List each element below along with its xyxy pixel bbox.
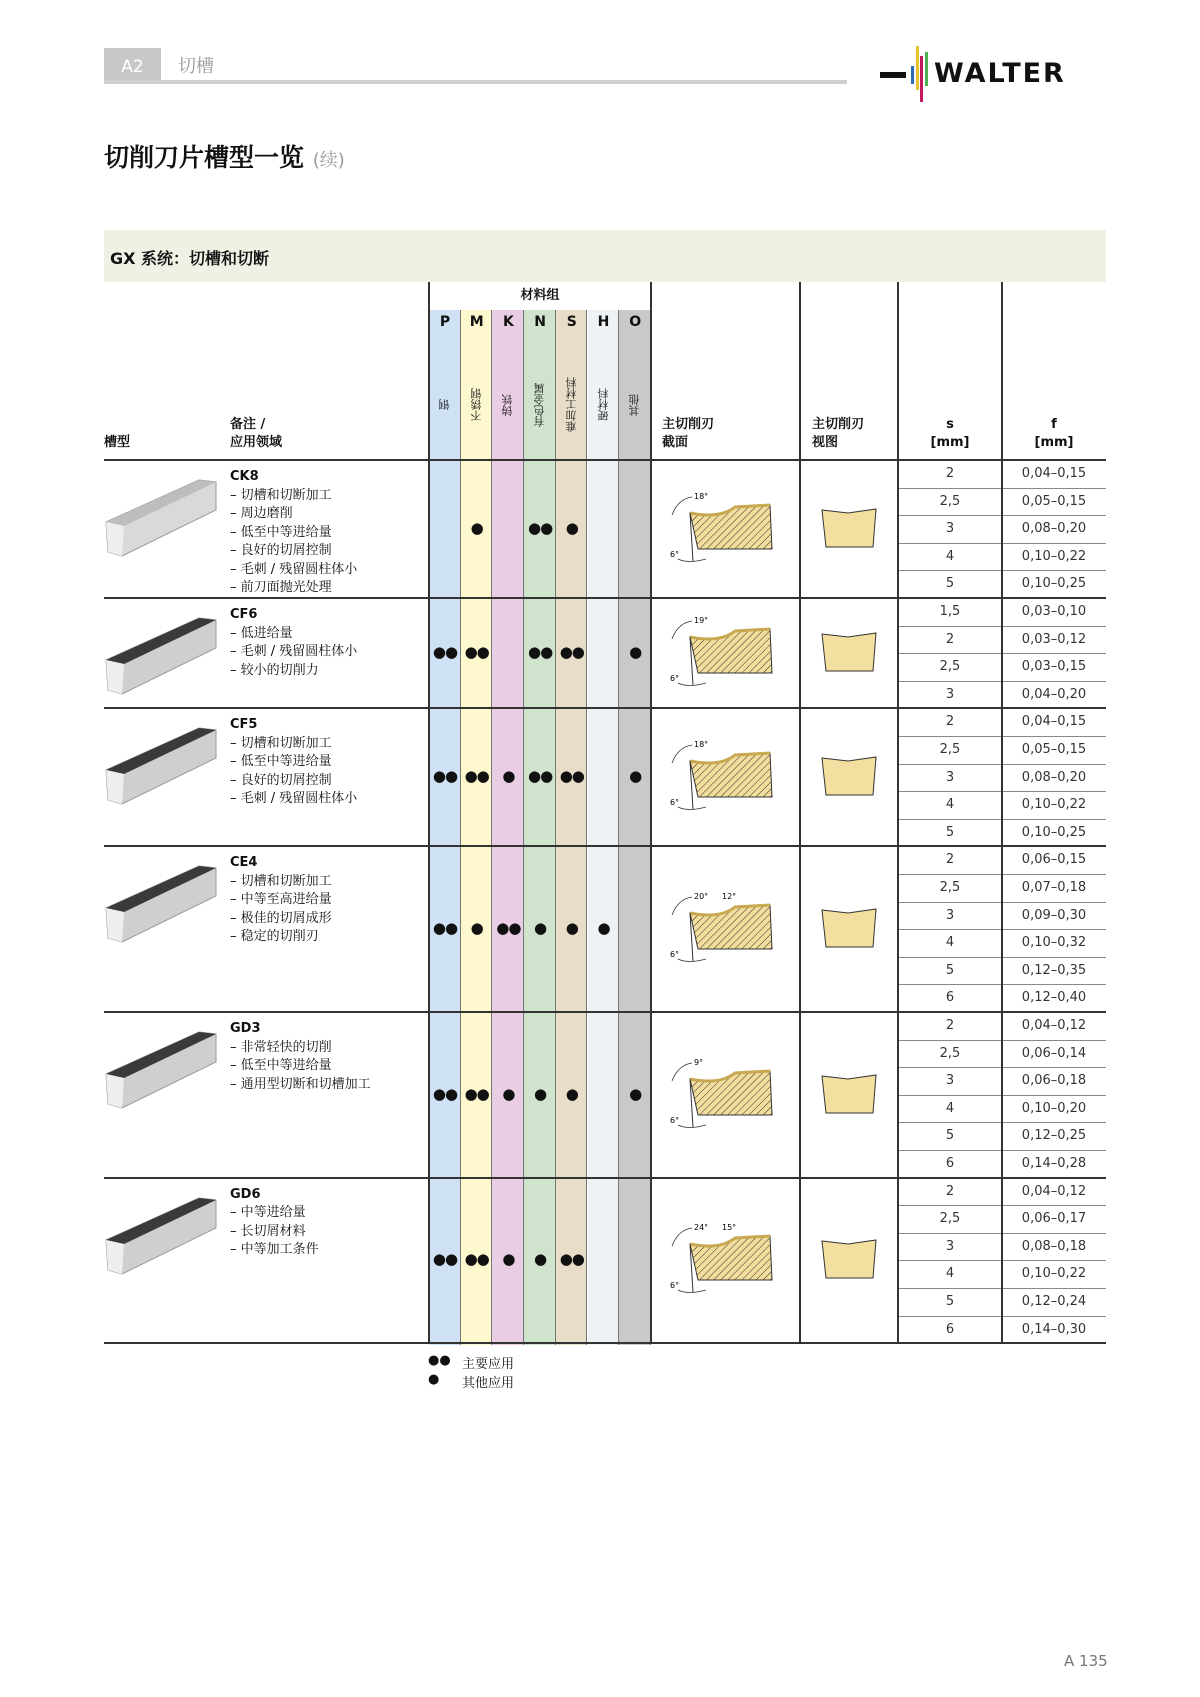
row-divider [104, 845, 1106, 847]
material-letter-o: O [629, 314, 642, 330]
material-label-p: 钢 [438, 399, 451, 411]
insert-image-gd6 [104, 1190, 219, 1280]
width-s-value: 2 [945, 466, 955, 481]
feed-f-value: 0,12–0,40 [1021, 990, 1087, 1006]
feed-f-value: 0,05–0,15 [1021, 742, 1087, 757]
width-s-value: 4 [945, 935, 955, 951]
geometry-code: GD3 [230, 1021, 261, 1036]
notes-cell [230, 606, 357, 680]
notes-cell [230, 1186, 319, 1260]
material-column-s [556, 310, 588, 1345]
note-item: – 良好的切屑控制 [230, 543, 332, 558]
angle-label: 9° [694, 1057, 704, 1067]
feed-f-value: 0,12–0,25 [1021, 1128, 1087, 1144]
feed-f-value: 0,04–0,12 [1021, 1018, 1087, 1033]
header-f-2: [mm] [1034, 435, 1074, 450]
note-item: – 低至中等进给量 [230, 524, 332, 540]
cutting-edge-section-diagram [660, 889, 790, 969]
width-s-value: 3 [945, 769, 955, 785]
feed-f-value: 0,04–0,20 [1021, 686, 1087, 702]
note-item: – 中等至高进给量 [230, 892, 332, 908]
feed-f-value: 0,09–0,30 [1021, 907, 1087, 923]
width-s-value: 3 [945, 1073, 955, 1089]
material-letter-h: H [597, 314, 610, 330]
width-s-value: 2,5 [939, 742, 961, 757]
width-s-value: 2,5 [939, 880, 961, 895]
insert-image-cf5 [104, 720, 219, 810]
header-view-2: 视图 [812, 435, 839, 450]
material-column-p [429, 310, 461, 1345]
page-number: A 135 [1064, 1652, 1108, 1670]
application-dot: ● [534, 1084, 547, 1103]
material-letter-s: S [566, 314, 577, 330]
application-dot: ●● [528, 767, 553, 786]
note-item: – 毛刺 / 残留圆柱体小 [230, 644, 358, 659]
insert-image-cf6 [104, 610, 219, 700]
column-divider [650, 282, 652, 1343]
note-item: – 毛刺 / 残留圆柱体小 [230, 791, 358, 807]
angle-label: 15° [722, 1223, 737, 1233]
application-dot: ●● [432, 1250, 458, 1269]
note-item: – 通用型切断和切槽加工 [230, 1076, 371, 1092]
geometry-code: CK8 [230, 469, 259, 484]
header-notes-2: 应用领域 [230, 435, 283, 450]
application-dot: ● [597, 919, 610, 938]
cutting-edge-section-diagram [660, 489, 790, 569]
width-s-value: 5 [945, 962, 955, 978]
feed-f-value: 0,03–0,15 [1021, 659, 1087, 675]
walter-logo [878, 44, 1108, 104]
feed-f-value: 0,03–0,10 [1021, 604, 1087, 619]
application-dot: ●● [559, 1250, 584, 1269]
application-dot: ● [629, 643, 642, 662]
column-divider [799, 282, 801, 1343]
header-s-1: s [946, 417, 954, 432]
insert-image-gd3 [104, 1024, 219, 1114]
width-s-value: 4 [945, 1100, 955, 1116]
logo-text: WALTER [934, 58, 1066, 89]
width-s-value: 2 [945, 1018, 955, 1033]
note-item: – 低至中等进给量 [230, 1058, 332, 1073]
width-s-value: 4 [945, 1266, 955, 1282]
note-item: – 低进给量 [230, 625, 293, 641]
row-divider [104, 1011, 1106, 1013]
width-s-value: 2,5 [939, 493, 961, 509]
application-dot: ● [629, 1084, 642, 1103]
note-item: – 中等进给量 [230, 1205, 306, 1221]
cutting-edge-section-diagram [660, 737, 790, 817]
note-item: – 毛刺 / 残留圆柱体小 [230, 561, 358, 577]
cutting-edge-view-diagram [820, 755, 880, 799]
material-column-k [492, 310, 524, 1345]
width-s-value: 3 [945, 1238, 955, 1254]
application-dot: ● [565, 919, 578, 938]
feed-f-value: 0,05–0,15 [1021, 493, 1087, 509]
feed-f-value: 0,08–0,20 [1021, 769, 1087, 785]
width-s-value: 6 [945, 1156, 955, 1171]
application-dot: ●● [496, 919, 521, 938]
feed-f-value: 0,06–0,14 [1021, 1045, 1087, 1061]
note-item: – 非常轻快的切削 [230, 1039, 332, 1055]
insert-image-ck8 [104, 472, 219, 562]
note-item: – 较小的切削力 [230, 662, 319, 678]
header-section-2: 截面 [662, 435, 689, 450]
width-s-value: 2,5 [939, 1045, 961, 1061]
header-view-1: 主切削刃 [812, 417, 865, 432]
feed-f-value: 0,14–0,30 [1021, 1321, 1087, 1337]
feed-f-value: 0,10–0,22 [1021, 548, 1087, 564]
cutting-edge-view-diagram [820, 631, 880, 675]
legend-other-label: 其他应用 [462, 1376, 515, 1391]
note-item: – 长切屑材料 [230, 1223, 306, 1239]
feed-f-value: 0,10–0,25 [1021, 824, 1087, 840]
geometry-code: CF6 [230, 607, 258, 622]
angle-label: 18° [694, 740, 709, 750]
row-divider [104, 707, 1106, 709]
notes-cell [230, 1020, 371, 1094]
width-s-value: 2 [945, 852, 955, 868]
cutting-edge-view-diagram [820, 1073, 880, 1117]
table-bottom-line [104, 1342, 1106, 1344]
application-dot: ●● [528, 519, 553, 537]
header-divider [104, 80, 847, 84]
application-dot: ● [502, 1084, 515, 1103]
feed-f-value: 0,08–0,18 [1021, 1238, 1087, 1254]
cutting-edge-view-diagram [820, 907, 880, 951]
angle-label: 6° [670, 1115, 680, 1125]
row-divider [104, 597, 1106, 599]
geometry-code: CE4 [230, 855, 258, 871]
width-s-value: 1,5 [939, 604, 961, 619]
width-s-value: 4 [945, 797, 955, 813]
material-label-k: 铸铁 [501, 394, 515, 416]
feed-f-value: 0,03–0,12 [1021, 631, 1087, 647]
feed-f-value: 0,06–0,18 [1021, 1073, 1087, 1089]
header-section-1: 主切削刃 [662, 417, 715, 432]
angle-label: 12° [722, 892, 737, 902]
note-item: – 稳定的切削刃 [230, 929, 319, 945]
material-label-h: 硬材料 [596, 388, 610, 422]
column-divider [897, 282, 899, 1343]
note-item: – 切槽和切断加工 [230, 487, 332, 503]
legend-primary-symbol: ●● [428, 1353, 451, 1368]
geometry-code: CF5 [230, 717, 258, 733]
width-s-value: 2 [945, 1183, 955, 1199]
application-dot: ●● [528, 643, 553, 662]
application-dot: ● [534, 1250, 547, 1269]
column-divider [428, 282, 430, 1343]
legend-other-symbol: ● [428, 1372, 440, 1387]
cutting-edge-view-diagram [820, 1238, 880, 1282]
application-dot: ●● [432, 919, 458, 938]
feed-f-value: 0,10–0,22 [1021, 1266, 1087, 1282]
application-dot: ● [502, 1250, 515, 1269]
feed-f-value: 0,10–0,22 [1021, 797, 1087, 813]
row-divider [104, 459, 1106, 461]
column-divider [1001, 282, 1003, 1343]
feed-f-value: 0,10–0,25 [1021, 576, 1087, 592]
material-letter-n: N [534, 314, 546, 330]
note-item: – 极佳的切屑成形 [230, 910, 332, 926]
cutting-edge-view-diagram [820, 507, 880, 551]
cutting-edge-section-diagram [660, 613, 790, 693]
section-code-badge: A2 [104, 48, 161, 83]
material-column-n [524, 310, 556, 1345]
width-s-value: 2 [945, 631, 955, 647]
angle-label: 24° [694, 1223, 709, 1233]
band-title: GX 系统：切槽和切断 [110, 249, 270, 268]
note-item: – 周边磨削 [230, 506, 293, 521]
feed-f-value: 0,10–0,20 [1021, 1100, 1087, 1116]
feed-f-value: 0,08–0,20 [1021, 521, 1087, 537]
header-type: 槽型 [104, 435, 131, 450]
header-s-2: [mm] [930, 435, 970, 450]
width-s-value: 3 [945, 907, 955, 923]
page-title [104, 138, 345, 174]
cutting-edge-section-diagram [660, 1055, 790, 1135]
application-dot: ● [502, 767, 515, 786]
angle-label: 6° [670, 674, 680, 684]
feed-f-value: 0,14–0,28 [1021, 1156, 1087, 1171]
note-item: – 中等加工条件 [230, 1242, 319, 1258]
cutting-edge-section-diagram [660, 1220, 790, 1300]
geometry-code: GD6 [230, 1186, 261, 1202]
notes-cell [230, 468, 357, 598]
note-item: – 前刀面抛光处理 [230, 580, 332, 595]
feed-f-value: 0,12–0,24 [1021, 1294, 1087, 1309]
angle-label: 19° [694, 616, 709, 626]
material-letter-m: M [469, 314, 484, 330]
feed-f-value: 0,04–0,15 [1021, 466, 1087, 481]
note-item: – 切槽和切断加工 [230, 735, 332, 751]
application-dot: ●● [464, 767, 489, 786]
row-divider [104, 1177, 1106, 1179]
feed-f-value: 0,07–0,18 [1021, 880, 1087, 895]
width-s-value: 3 [945, 686, 955, 702]
angle-label: 6° [670, 1281, 680, 1291]
application-dot: ● [470, 919, 483, 938]
header-material-group: 材料组 [520, 288, 560, 303]
material-label-m: 不锈钢 [469, 388, 483, 422]
application-dot: ●● [464, 1250, 489, 1269]
application-dot: ●● [432, 643, 458, 662]
insert-image-ce4 [104, 858, 219, 948]
header-notes-1: 备注 / [230, 417, 266, 432]
application-dot: ●● [559, 767, 584, 786]
section-title: 切槽 [178, 56, 214, 77]
width-s-value: 5 [945, 576, 955, 592]
feed-f-value: 0,12–0,35 [1021, 962, 1087, 978]
application-dot: ● [565, 1084, 578, 1103]
note-item: – 低至中等进给量 [230, 754, 332, 770]
width-s-value: 2,5 [939, 1211, 961, 1227]
width-s-value: 5 [945, 1294, 955, 1309]
material-column-m [461, 310, 493, 1345]
width-s-value: 4 [945, 548, 955, 564]
legend-primary-label: 主要应用 [462, 1357, 515, 1372]
material-column-h [588, 310, 620, 1345]
width-s-value: 2,5 [939, 659, 961, 675]
angle-label: 6° [670, 798, 680, 808]
feed-f-value: 0,04–0,12 [1021, 1183, 1087, 1199]
application-dot: ●● [432, 1084, 458, 1103]
application-dot: ● [534, 919, 547, 938]
material-letter-p: P [439, 314, 451, 330]
application-dot: ● [565, 519, 578, 537]
feed-f-value: 0,06–0,15 [1021, 852, 1087, 868]
header-f-1: f [1051, 417, 1057, 432]
width-s-value: 5 [945, 824, 955, 840]
notes-cell [230, 716, 357, 809]
application-dot: ● [629, 767, 642, 786]
note-item: – 切槽和切断加工 [230, 873, 332, 889]
application-dot: ●● [464, 1084, 489, 1103]
application-dot: ●● [464, 643, 489, 662]
material-column-o [619, 310, 651, 1345]
material-label-n: 有色金属 [533, 383, 547, 427]
angle-label: 18° [694, 492, 709, 501]
material-letter-k: K [502, 314, 514, 330]
page-title-suffix: (续) [312, 150, 345, 171]
angle-label: 20° [694, 892, 709, 902]
width-s-value: 3 [945, 521, 955, 537]
page-title-text: 切削刀片槽型一览 [104, 143, 305, 172]
width-s-value: 6 [945, 1321, 955, 1337]
application-dot: ● [470, 519, 483, 537]
notes-cell [230, 854, 332, 947]
width-s-value: 2 [945, 714, 955, 730]
feed-f-value: 0,10–0,32 [1021, 935, 1087, 951]
width-s-value: 6 [945, 990, 955, 1006]
feed-f-value: 0,04–0,15 [1021, 714, 1087, 730]
material-label-s: 难加工材料 [564, 377, 578, 433]
application-dot: ●● [432, 767, 458, 786]
angle-label: 6° [670, 550, 680, 559]
application-dot: ●● [559, 643, 584, 662]
feed-f-value: 0,06–0,17 [1021, 1211, 1087, 1227]
note-item: – 良好的切屑控制 [230, 772, 332, 788]
material-label-o: 其他 [628, 394, 642, 416]
width-s-value: 5 [945, 1128, 955, 1144]
angle-label: 6° [670, 950, 680, 960]
